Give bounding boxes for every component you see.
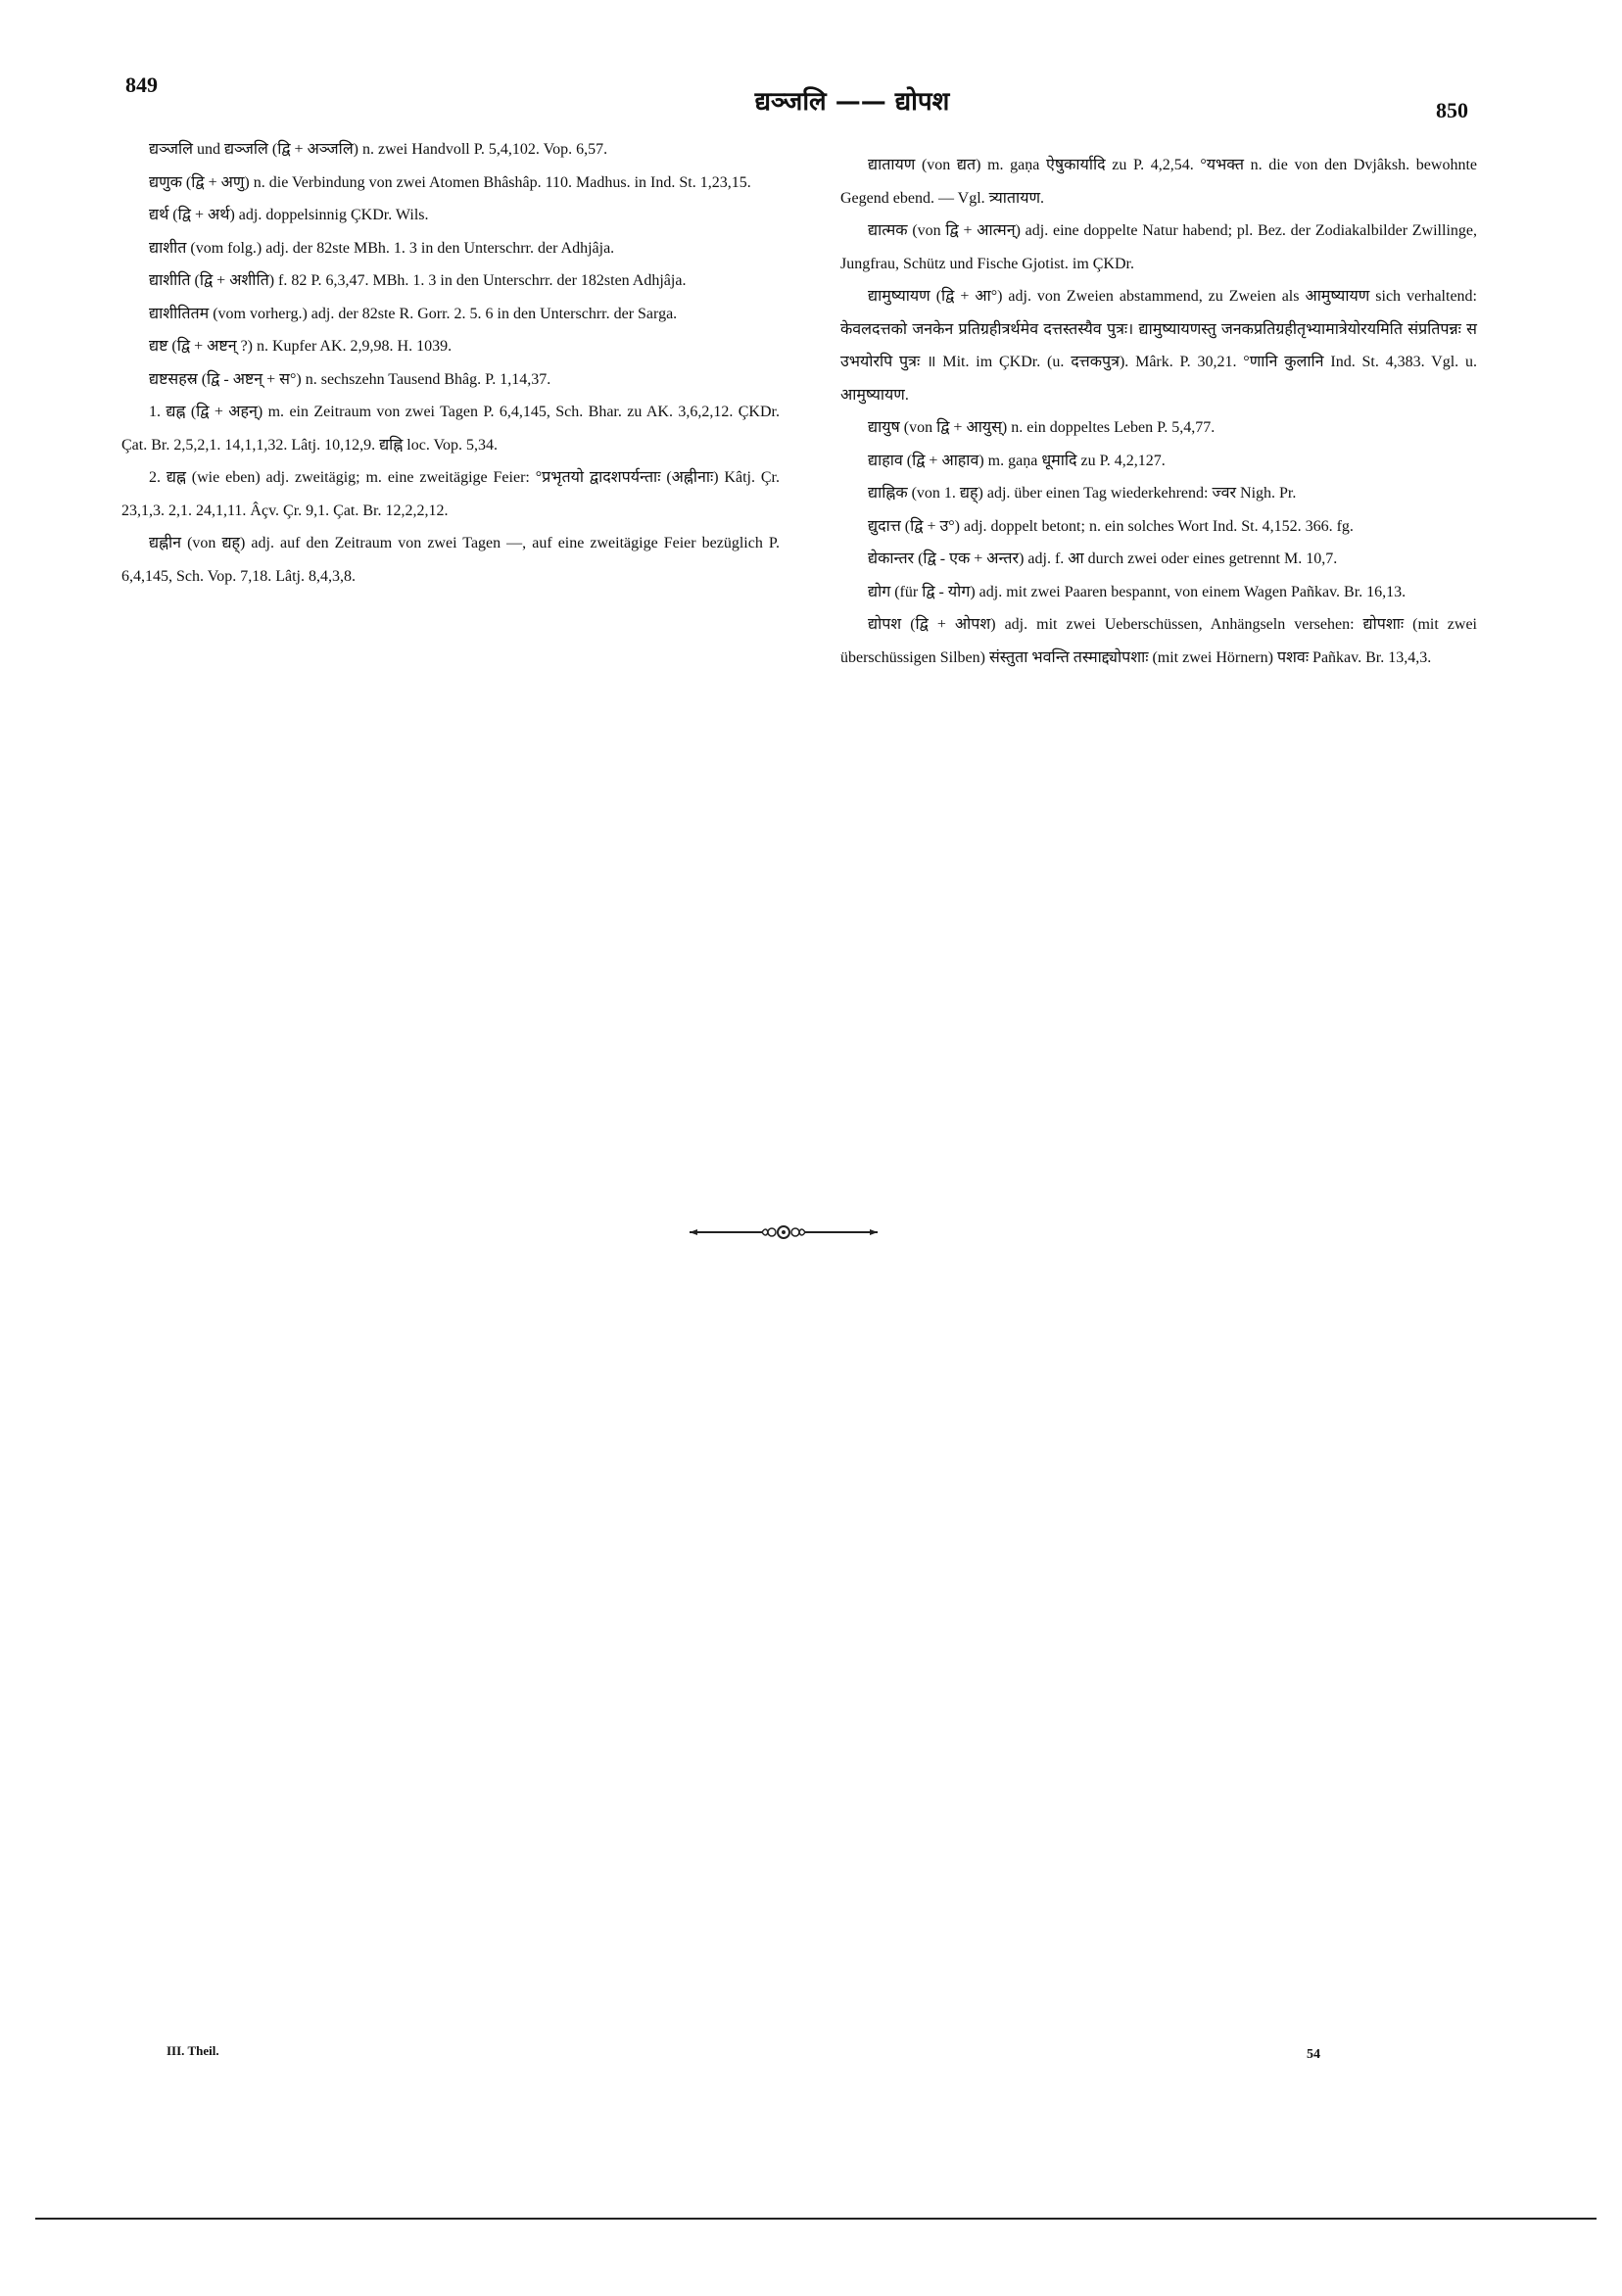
right-column — [840, 149, 1477, 674]
dictionary-entry: द्येकान्तर (द्वि - एक + अन्तर) adj. f. आ durch zwei oder eines getrennt M. 10,7. — [868, 550, 1338, 567]
page-number-right: 850 — [1436, 98, 1468, 122]
dictionary-entry: द्यणुक (द्वि + अणु) n. die Verbindung von zwei Atomen Bhâshâp. 110. Madhus. in Ind. St. 1,23,15. — [149, 173, 751, 191]
dictionary-entry: द्यातायण (von द्यत) m. gaṇa ऐषुकार्यादि zu P. 4,2,54. °यभक्त n. die von den Dvjâksh. bewohnte Gegend ebend. — Vgl. त्र्यातायण. — [840, 157, 1477, 207]
signature-mark: 54 — [1307, 2047, 1320, 2062]
end-ornament-icon — [686, 1222, 882, 1242]
dictionary-entry: 1. द्यह्न (द्वि + अहन्) m. ein Zeitraum von zwei Tagen P. 6,4,145, Sch. Bhar. zu AK. 3,6,2,12. ÇKDr. Çat. Br. 2,5,2,1. 14,1,1,32. Lâtj. 10,12,9. द्यह्नि loc. Vop. 5,34. — [121, 404, 780, 454]
dictionary-entry: द्यामुष्यायण (द्वि + आ°) adj. von Zweien abstammend, zu Zweien als आमुष्यायण sich verhaltend: केवलदत्तको जनकेन प्रतिग्रहीत्रर्थमेव दत्तस्तस्यैव पुत्रः। द्यामुष्यायणस्तु जनकप्रतिग्रहीतृभ्यामात्रेयोरयमिति संप्रतिपन्नः स उभयोरपि पुत्रः ॥ Mit. im ÇKDr. (u. दत्तकपुत्र). Mârk. P. 30,21. °णानि कुलानि Ind. St. 4,383. Vgl. u. आमुष्यायण. — [840, 288, 1477, 404]
dictionary-entry: द्योग (für द्वि - योग) adj. mit zwei Paaren bespannt, von einem Wagen Pañkav. Br. 16,13. — [868, 583, 1407, 600]
page-number-left: 849 — [125, 72, 158, 97]
dictionary-entry: द्यष्टसहस्र (द्वि - अष्टन् + स°) n. sechszehn Tausend Bhâg. P. 1,14,37. — [149, 370, 551, 388]
bottom-rule — [35, 2218, 1597, 2220]
running-title: द्यञ्जलि —— द्योपश — [754, 87, 950, 117]
dictionary-entry: द्याशीति (द्वि + अशीति) f. 82 P. 6,3,47. MBh. 1. 3 in den Unterschrr. der 182sten Adhjâja. — [149, 272, 687, 289]
dictionary-entry: द्यायुष (von द्वि + आयुस्) n. ein doppeltes Leben P. 5,4,77. — [868, 419, 1216, 436]
dictionary-entry: द्याह्निक (von 1. द्यह्) adj. über einen Tag wiederkehrend: ज्वर Nigh. Pr. — [868, 485, 1297, 502]
volume-note: III. Theil. — [167, 2043, 219, 2058]
dictionary-entry: द्याशीतितम (vom vorherg.) adj. der 82ste R. Gorr. 2. 5. 6 in den Unterschrr. der Sarga. — [149, 305, 678, 322]
dictionary-entry: द्यञ्जलि und द्यञ्जलि (द्वि + अञ्जलि) n. zwei Handvoll P. 5,4,102. Vop. 6,57. — [149, 141, 608, 158]
dictionary-entry: द्यह्नीन (von द्यह्) adj. auf den Zeitraum von zwei Tagen —, auf eine zweitägige Feier bezüglich P. 6,4,145, Sch. Vop. 7,18. Lâtj. 8,4,3,8. — [121, 535, 780, 585]
dictionary-entry: द्यात्मक (von द्वि + आत्मन्) adj. eine doppelte Natur habend; pl. Bez. der Zodiakalbilder Zwillinge, Jungfrau, Schütz und Fische Gjotist. im ÇKDr. — [840, 222, 1477, 272]
dictionary-entry: द्यष्ट (द्वि + अष्टन् ?) n. Kupfer AK. 2,9,98. H. 1039. — [149, 338, 453, 355]
dictionary-entry: द्युदात्त (द्वि + उ°) adj. doppelt betont; n. ein solches Wort Ind. St. 4,152. 366. fg. — [868, 517, 1354, 535]
dictionary-entry: द्याशीत (vom folg.) adj. der 82ste MBh. 1. 3 in den Unterschrr. der Adhjâja. — [149, 239, 615, 257]
dictionary-entry: 2. द्यह्न (wie eben) adj. zweitägig; m. eine zweitägige Feier: °प्रभृतयो द्वादशपर्यन्ताः (अह्नीनाः) Kâtj. Çr. 23,1,3. 2,1. 24,1,11. Âçv. Çr. 9,1. Çat. Br. 12,2,2,12. — [121, 469, 780, 519]
dictionary-entry: द्योपश (द्वि + ओपश) adj. mit zwei Ueberschüssen, Anhängseln versehen: द्योपशाः (mit zwei überschüssigen Silben) संस्तुता भवन्ति तस्माद्द्योपशाः (mit zwei Hörnern) पशवः Pañkav. Br. 13,4,3. — [840, 616, 1477, 666]
left-column — [121, 133, 780, 593]
dictionary-entry: द्यर्थ (द्वि + अर्थ) adj. doppelsinnig ÇKDr. Wils. — [149, 207, 429, 223]
dictionary-entry: द्याहाव (द्वि + आहाव) m. gaṇa धूमादि zu P. 4,2,127. — [868, 452, 1166, 469]
